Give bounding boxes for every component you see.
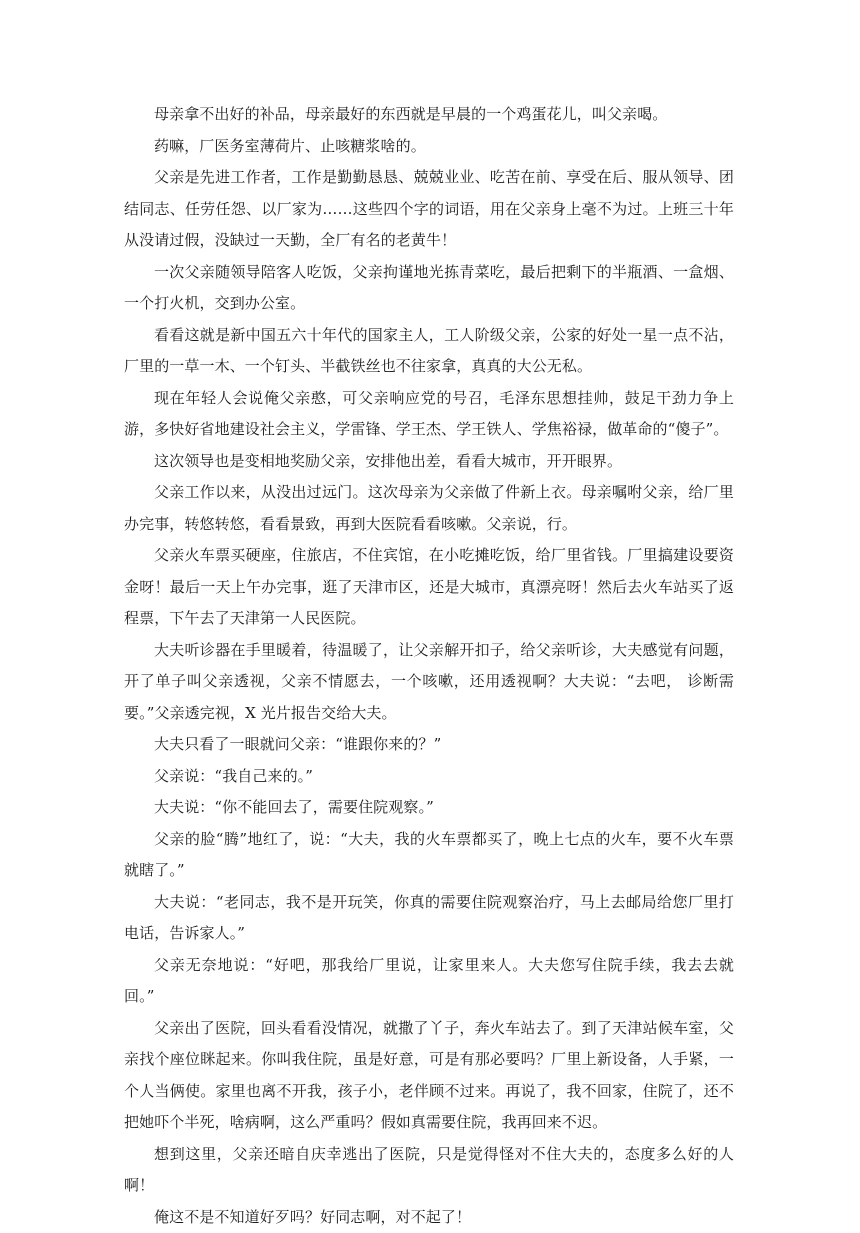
paragraph: 父亲火车票买硬座，住旅店，不住宾馆，在小吃摊吃饭，给厂里省钱。厂里搞建设要资金呀！最后一天上午办完事，逛了天津市区，还是大城市，真漂亮呀！然后去火车站买了返程票，下午去了天津第一人民医院。 [124, 540, 734, 635]
paragraph: 大夫说：“老同志，我不是开玩笑，你真的需要住院观察治疗，马上去邮局给您厂里打电话，告诉家人。” [124, 887, 734, 950]
paragraph: 父亲说：“我自己来的。” [124, 761, 734, 793]
paragraph: 父亲工作以来，从没出过远门。这次母亲为父亲做了件新上衣。母亲嘱咐父亲，给厂里办完事，转悠转悠，看看景致，再到大医院看看咳嗽。父亲说，行。 [124, 477, 734, 540]
paragraph: 母亲拿不出好的补品，母亲最好的东西就是早晨的一个鸡蛋花儿，叫父亲喝。 [124, 99, 734, 131]
paragraph: 俺这不是不知道好歹吗？好同志啊，对不起了！ [124, 1202, 734, 1233]
paragraph: 大夫只看了一眼就问父亲：“谁跟你来的？” [124, 729, 734, 761]
paragraph: 父亲出了医院，回头看看没情况，就撒了丫子，奔火车站去了。到了天津站候车室，父亲找个座位眯起来。你叫我住院，虽是好意，可是有那必要吗？厂里上新设备，人手紧，一个人当俩使。家里也离不开我，孩子小，老伴顾不过来。再说了，我不回家，住院了，还不把她吓个半死，啥病啊，这么严重吗？假如真需要住院，我再回来不迟。 [124, 1013, 734, 1139]
paragraph: 这次领导也是变相地奖励父亲，安排他出差，看看大城市，开开眼界。 [124, 446, 734, 478]
paragraph: 父亲的脸“腾”地红了，说：“大夫，我的火车票都买了，晚上七点的火车，要不火车票就瞎了。” [124, 824, 734, 887]
paragraph: 看看这就是新中国五六十年代的国家主人，工人阶级父亲，公家的好处一星一点不沾，厂里的一草一木、一个钉头、半截铁丝也不往家拿，真真的大公无私。 [124, 320, 734, 383]
paragraph: 父亲是先进工作者，工作是勤勤恳恳、兢兢业业、吃苦在前、享受在后、服从领导、团结同志、任劳任怨、以厂家为……这些四个字的词语，用在父亲身上毫不为过。上班三十年从没请过假，没缺过一天勤，全厂有名的老黄牛！ [124, 162, 734, 257]
document-body [124, 99, 734, 1233]
paragraph: 想到这里，父亲还暗自庆幸逃出了医院，只是觉得怪对不住大夫的，态度多么好的人啊！ [124, 1139, 734, 1202]
paragraph: 大夫听诊器在手里暖着，待温暖了，让父亲解开扣子，给父亲听诊，大夫感觉有问题，开了单子叫父亲透视，父亲不情愿去，一个咳嗽，还用透视啊？大夫说：“去吧， 诊断需要。”父亲透完视，X 光片报告交给大夫。 [124, 635, 734, 730]
paragraph: 现在年轻人会说俺父亲憨，可父亲响应党的号召，毛泽东思想挂帅，鼓足干劲力争上游，多快好省地建设社会主义，学雷锋、学王杰、学王铁人、学焦裕禄，做革命的“傻子”。 [124, 383, 734, 446]
paragraph: 大夫说：“你不能回去了，需要住院观察。” [124, 792, 734, 824]
paragraph: 药嘛，厂医务室薄荷片、止咳糖浆啥的。 [124, 131, 734, 163]
paragraph: 父亲无奈地说：“好吧，那我给厂里说，让家里来人。大夫您写住院手续，我去去就回。” [124, 950, 734, 1013]
paragraph: 一次父亲随领导陪客人吃饭，父亲拘谨地光拣青菜吃，最后把剩下的半瓶酒、一盒烟、一个打火机，交到办公室。 [124, 257, 734, 320]
